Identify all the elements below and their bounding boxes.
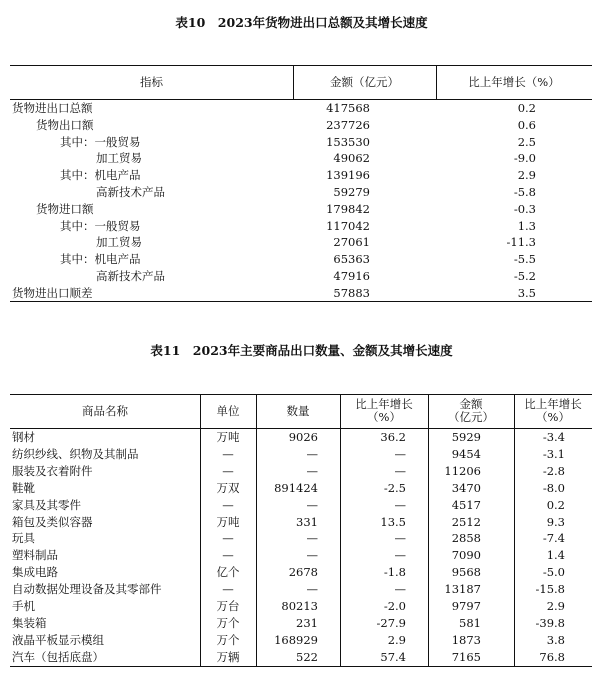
table-row bbox=[10, 117, 592, 134]
amount-cell: 7090 bbox=[451, 548, 481, 563]
row-label: 高新技术产品 bbox=[96, 185, 165, 199]
amt-growth-cell: -2.8 bbox=[542, 463, 565, 478]
quantity-cell: — bbox=[306, 446, 318, 461]
amt-growth-cell: -15.8 bbox=[535, 582, 565, 597]
amt-growth-cell: -8.0 bbox=[542, 480, 565, 495]
table11-header-name bbox=[10, 394, 200, 428]
unit-cell: 亿个 bbox=[216, 565, 240, 580]
table-row bbox=[10, 201, 592, 218]
unit-cell: — bbox=[222, 497, 234, 512]
amt-growth-cell: -3.1 bbox=[542, 446, 565, 461]
product-name-cell: 手机 bbox=[12, 599, 35, 613]
table11-title: 表11 2023年主要商品出口数量、金额及其增长速度 bbox=[150, 343, 453, 358]
quantity-cell: 80213 bbox=[281, 599, 318, 613]
amount-cell: 27061 bbox=[333, 235, 370, 250]
table-row bbox=[10, 463, 592, 480]
amt-growth-cell: 2.9 bbox=[546, 599, 565, 613]
table-row bbox=[10, 649, 592, 666]
amt-growth-cell: -39.8 bbox=[535, 615, 565, 630]
amount-cell: 417568 bbox=[326, 101, 370, 115]
table-row bbox=[10, 446, 592, 463]
qty-growth-cell: -2.5 bbox=[383, 480, 406, 495]
product-name-cell: 纺织纱线、织物及其制品 bbox=[12, 446, 139, 461]
product-name-cell: 服装及衣着附件 bbox=[12, 463, 93, 478]
amt-growth-cell: 76.8 bbox=[539, 649, 565, 664]
row-label: 货物进出口顺差 bbox=[12, 285, 93, 300]
qty-growth-cell: — bbox=[394, 531, 406, 546]
qty-growth-cell: 57.4 bbox=[380, 649, 406, 664]
growth-cell: -5.8 bbox=[513, 185, 536, 199]
table-row bbox=[10, 564, 592, 581]
table-row bbox=[10, 268, 592, 285]
product-name-cell: 鞋靴 bbox=[12, 480, 35, 495]
header-text: 比上年增长 bbox=[355, 397, 413, 411]
table-row bbox=[10, 547, 592, 564]
row-label: 货物进口额 bbox=[36, 201, 94, 216]
table11-header-qty-growth bbox=[340, 394, 428, 428]
table-row bbox=[10, 581, 592, 598]
qty-growth-cell: 2.9 bbox=[387, 632, 406, 647]
amount-cell: 7165 bbox=[451, 649, 481, 664]
header-text: 商品名称 bbox=[82, 403, 128, 418]
table-row bbox=[10, 184, 592, 201]
table11-header-quantity bbox=[256, 394, 340, 428]
table-row bbox=[10, 134, 592, 151]
amount-cell: 49062 bbox=[333, 151, 370, 166]
unit-cell: 万台 bbox=[216, 599, 240, 613]
table10-title: 表10 2023年货物进出口总额及其增长速度 bbox=[175, 15, 428, 30]
amount-cell: 153530 bbox=[326, 134, 370, 149]
amount-cell: 2858 bbox=[451, 531, 481, 546]
table-row bbox=[10, 497, 592, 514]
header-text: （%） bbox=[536, 410, 570, 424]
quantity-cell: — bbox=[306, 497, 318, 512]
amount-cell: 11206 bbox=[444, 463, 481, 478]
row-label: 其中：机电产品 bbox=[60, 252, 141, 267]
amt-growth-cell: 1.4 bbox=[546, 548, 565, 563]
table-row bbox=[10, 234, 592, 251]
qty-growth-cell: -1.8 bbox=[383, 565, 406, 580]
unit-cell: 万个 bbox=[216, 615, 240, 630]
growth-cell: -0.3 bbox=[513, 201, 536, 216]
amt-growth-cell: 0.2 bbox=[546, 497, 565, 512]
growth-cell: 0.6 bbox=[517, 117, 536, 132]
product-name-cell: 箱包及类似容器 bbox=[12, 514, 93, 529]
row-label: 其中：机电产品 bbox=[60, 168, 141, 183]
product-name-cell: 钢材 bbox=[12, 430, 35, 444]
growth-cell: -5.5 bbox=[513, 252, 536, 267]
amount-cell: 13187 bbox=[444, 582, 481, 597]
amount-cell: 65363 bbox=[333, 252, 370, 267]
qty-growth-cell: — bbox=[394, 497, 406, 512]
quantity-cell: 231 bbox=[296, 615, 318, 630]
table11-header-amount bbox=[428, 394, 514, 428]
product-name-cell: 玩具 bbox=[12, 531, 35, 546]
header-text: 比上年增长 bbox=[524, 397, 582, 411]
table-row bbox=[10, 514, 592, 531]
qty-growth-cell: — bbox=[394, 548, 406, 563]
quantity-cell: 331 bbox=[296, 514, 318, 529]
table-row bbox=[10, 530, 592, 547]
growth-cell: -9.0 bbox=[513, 151, 536, 166]
amount-cell: 9454 bbox=[451, 446, 481, 461]
unit-cell: — bbox=[222, 582, 234, 597]
quantity-cell: 891424 bbox=[274, 480, 318, 495]
unit-cell: — bbox=[222, 446, 234, 461]
row-label: 货物进出口总额 bbox=[12, 101, 93, 115]
growth-cell: 3.5 bbox=[517, 285, 536, 300]
quantity-cell: — bbox=[306, 463, 318, 478]
table10-header-indicator: 指标 bbox=[140, 75, 163, 89]
qty-growth-cell: -2.0 bbox=[383, 599, 406, 613]
qty-growth-cell: — bbox=[394, 446, 406, 461]
row-label: 加工贸易 bbox=[96, 151, 142, 166]
growth-cell: 1.3 bbox=[517, 218, 536, 233]
amount-cell: 179842 bbox=[326, 201, 370, 216]
product-name-cell: 家具及其零件 bbox=[12, 497, 81, 512]
growth-cell: -11.3 bbox=[506, 235, 536, 250]
amount-cell: 139196 bbox=[326, 168, 370, 183]
table-row bbox=[10, 100, 592, 117]
amt-growth-cell: -7.4 bbox=[542, 531, 565, 546]
qty-growth-cell: 13.5 bbox=[380, 514, 406, 529]
growth-cell: 0.2 bbox=[517, 101, 536, 115]
amount-cell: 2512 bbox=[451, 514, 481, 529]
qty-growth-cell: — bbox=[394, 463, 406, 478]
quantity-cell: — bbox=[306, 548, 318, 563]
amt-growth-cell: 9.3 bbox=[546, 514, 565, 529]
qty-growth-cell: 36.2 bbox=[380, 430, 406, 444]
qty-growth-cell: -27.9 bbox=[376, 615, 406, 630]
table10-header-growth: 比上年增长（%） bbox=[468, 75, 560, 89]
amount-cell: 9568 bbox=[451, 565, 481, 580]
quantity-cell: — bbox=[306, 582, 318, 597]
table-row bbox=[10, 167, 592, 184]
table-row bbox=[10, 285, 592, 302]
header-text: 数量 bbox=[286, 403, 310, 418]
table-row bbox=[10, 615, 592, 632]
growth-cell: -5.2 bbox=[513, 269, 536, 283]
quantity-cell: 522 bbox=[296, 649, 318, 664]
amount-cell: 3470 bbox=[451, 480, 481, 495]
unit-cell: — bbox=[222, 531, 234, 546]
table-row bbox=[10, 429, 592, 446]
header-text: 单位 bbox=[216, 403, 240, 418]
row-label: 其中：一般贸易 bbox=[60, 134, 141, 149]
unit-cell: 万个 bbox=[216, 632, 240, 647]
product-name-cell: 汽车（包括底盘） bbox=[12, 649, 104, 664]
amount-cell: 237726 bbox=[326, 117, 370, 132]
unit-cell: 万双 bbox=[216, 480, 240, 495]
row-label: 其中：一般贸易 bbox=[60, 218, 141, 233]
amount-cell: 47916 bbox=[333, 269, 370, 283]
table11-header-unit bbox=[200, 394, 256, 428]
quantity-cell: 168929 bbox=[274, 632, 318, 647]
header-text: （亿元） bbox=[448, 410, 494, 424]
unit-cell: 万辆 bbox=[216, 649, 240, 664]
unit-cell: 万吨 bbox=[216, 430, 240, 444]
amt-growth-cell: -3.4 bbox=[542, 430, 565, 444]
product-name-cell: 塑料制品 bbox=[12, 548, 58, 563]
product-name-cell: 集成电路 bbox=[12, 565, 58, 580]
amt-growth-cell: -5.0 bbox=[542, 565, 565, 580]
quantity-cell: 9026 bbox=[288, 430, 318, 444]
table-row bbox=[10, 480, 592, 497]
growth-cell: 2.9 bbox=[517, 168, 536, 183]
table-row bbox=[10, 632, 592, 649]
unit-cell: — bbox=[222, 548, 234, 563]
row-label: 加工贸易 bbox=[96, 235, 142, 250]
header-text: （%） bbox=[367, 410, 401, 424]
product-name-cell: 集装箱 bbox=[12, 615, 47, 630]
table-row bbox=[10, 598, 592, 615]
amount-cell: 1873 bbox=[451, 632, 481, 647]
amount-cell: 9797 bbox=[451, 599, 481, 613]
amount-cell: 59279 bbox=[333, 185, 370, 199]
row-label: 高新技术产品 bbox=[96, 269, 165, 283]
amount-cell: 581 bbox=[459, 615, 481, 630]
unit-cell: — bbox=[222, 463, 234, 478]
table11-bottom-rule bbox=[10, 666, 592, 667]
header-text: 金额 bbox=[459, 397, 483, 411]
row-label: 货物出口额 bbox=[36, 117, 94, 132]
table-row bbox=[10, 218, 592, 235]
table-row bbox=[10, 251, 592, 268]
amount-cell: 5929 bbox=[451, 430, 481, 444]
unit-cell: 万吨 bbox=[216, 514, 240, 529]
product-name-cell: 液晶平板显示模组 bbox=[12, 632, 104, 647]
qty-growth-cell: — bbox=[394, 582, 406, 597]
amt-growth-cell: 3.8 bbox=[546, 632, 565, 647]
product-name-cell: 自动数据处理设备及其零部件 bbox=[12, 582, 162, 597]
amount-cell: 57883 bbox=[333, 285, 370, 300]
table10-header-amount: 金额（亿元） bbox=[330, 75, 399, 89]
growth-cell: 2.5 bbox=[517, 134, 536, 149]
amount-cell: 117042 bbox=[326, 218, 370, 233]
quantity-cell: 2678 bbox=[288, 565, 318, 580]
table11-header-amt-growth bbox=[514, 394, 592, 428]
amount-cell: 4517 bbox=[451, 497, 481, 512]
table-row bbox=[10, 150, 592, 167]
quantity-cell: — bbox=[306, 531, 318, 546]
